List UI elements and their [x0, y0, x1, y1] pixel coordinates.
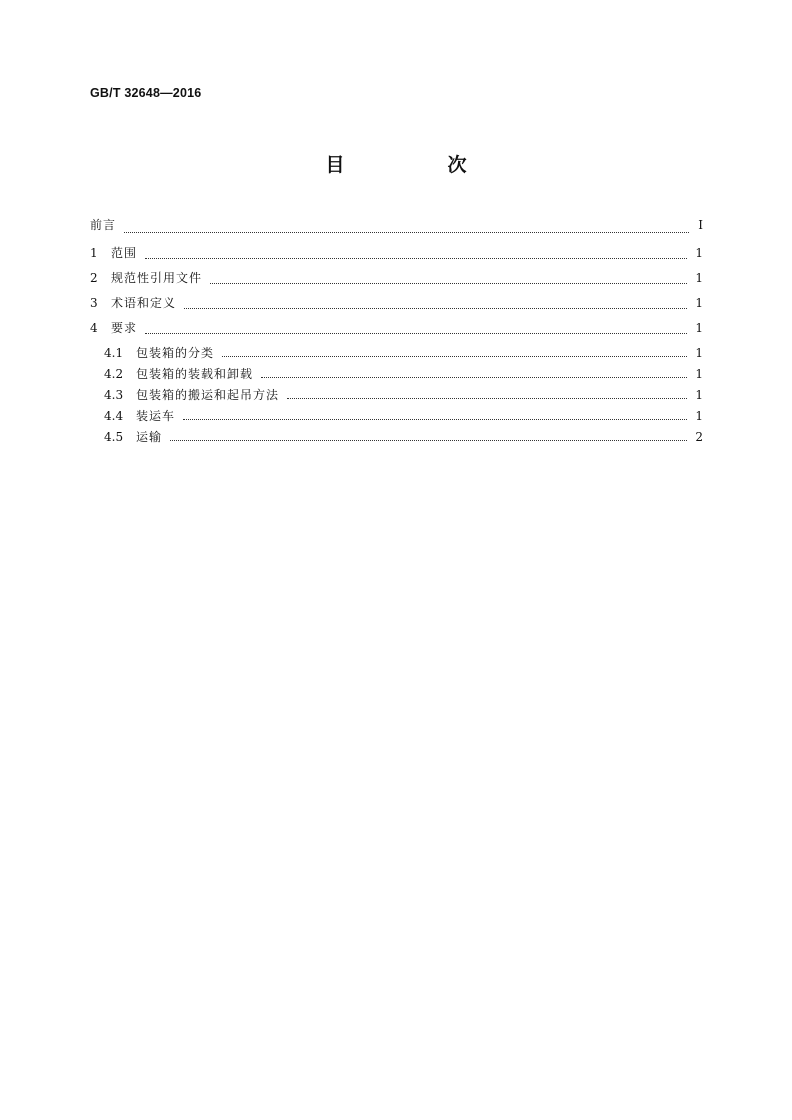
toc-entry-page: 1	[695, 296, 703, 310]
toc-leader-dots	[184, 308, 687, 309]
toc-leader-dots	[222, 356, 687, 357]
toc-entry-label: 包装箱的分类	[136, 346, 215, 360]
toc-entry-foreword[interactable]	[90, 216, 703, 244]
toc-entry-label: 包装箱的搬运和起吊方法	[136, 388, 280, 402]
toc-leader-dots	[145, 333, 687, 334]
toc-leader-dots	[145, 258, 687, 259]
toc-entry-number: 4	[90, 321, 98, 335]
toc-entry-4-4[interactable]	[90, 407, 703, 428]
toc-entry-number: 4.3	[104, 388, 124, 402]
toc-entry-page: 1	[695, 271, 703, 285]
toc-entry-number: 4.5	[104, 430, 124, 444]
toc-entry-1[interactable]	[90, 244, 703, 269]
toc-entry-4-2[interactable]	[90, 365, 703, 386]
toc-leader-dots	[210, 283, 687, 284]
toc-entry-number: 4.1	[104, 346, 124, 360]
toc-entry-label: 前言	[90, 218, 117, 232]
toc-entry-page: 1	[695, 321, 703, 335]
toc-entry-page: Ⅰ	[698, 218, 703, 232]
toc-entry-4-5[interactable]	[90, 428, 703, 449]
toc-entry-page: 2	[695, 430, 703, 444]
toc-entry-4[interactable]	[90, 319, 703, 344]
toc-entry-label: 要求	[111, 321, 138, 335]
toc-entry-number: 4.4	[104, 409, 124, 423]
toc-entry-number: 4.2	[104, 367, 124, 381]
toc-entry-number: 2	[90, 271, 98, 285]
toc-entry-page: 1	[695, 346, 703, 360]
toc-entry-label: 包装箱的装载和卸载	[136, 367, 254, 381]
toc-entry-2[interactable]	[90, 269, 703, 294]
toc-entry-4-1[interactable]	[90, 344, 703, 365]
toc-entry-number: 3	[90, 296, 98, 310]
table-of-contents	[90, 216, 703, 449]
toc-entry-page: 1	[695, 367, 703, 381]
page-title: 目 次	[325, 154, 509, 176]
standard-number: GB/T 32648—2016	[90, 86, 202, 100]
toc-leader-dots	[287, 398, 687, 399]
toc-entry-number: 1	[90, 246, 98, 260]
toc-entry-label: 运输	[136, 430, 163, 444]
toc-leader-dots	[124, 232, 689, 233]
toc-entry-label: 装运车	[136, 409, 176, 423]
toc-entry-page: 1	[695, 388, 703, 402]
toc-entry-label: 范围	[111, 246, 138, 260]
toc-leader-dots	[261, 377, 687, 378]
toc-entry-4-3[interactable]	[90, 386, 703, 407]
toc-leader-dots	[183, 419, 687, 420]
toc-entry-label: 规范性引用文件	[111, 271, 203, 285]
toc-leader-dots	[170, 440, 687, 441]
toc-entry-3[interactable]	[90, 294, 703, 319]
toc-entry-page: 1	[695, 246, 703, 260]
toc-entry-label: 术语和定义	[111, 296, 177, 310]
toc-entry-page: 1	[695, 409, 703, 423]
